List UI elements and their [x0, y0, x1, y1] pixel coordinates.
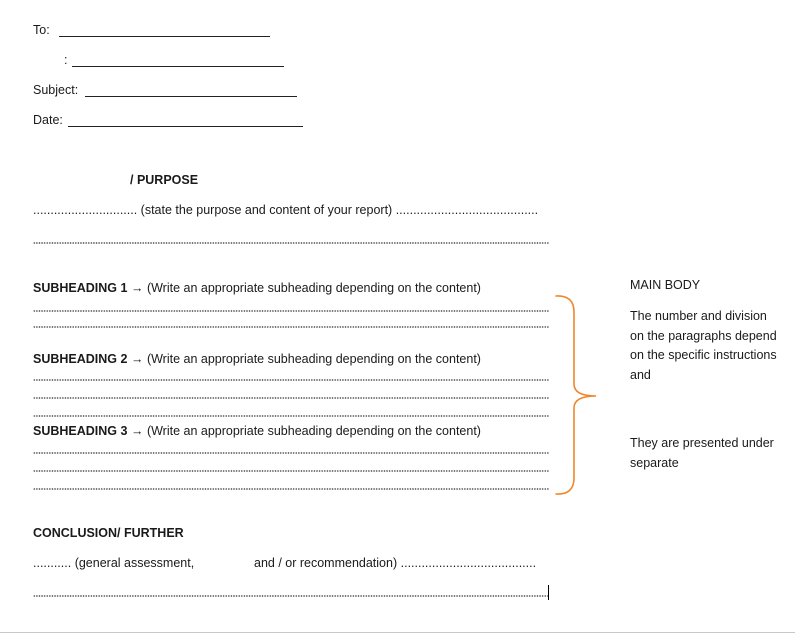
body-dotted-line	[33, 470, 549, 472]
text-cursor	[548, 585, 549, 600]
subheading-3-label: SUBHEADING 3	[33, 424, 128, 438]
subheading-1	[33, 281, 481, 295]
body-dotted-line	[33, 310, 549, 312]
conclusion-line-part-1	[33, 556, 194, 570]
conclusion-heading: CONCLUSION/ FURTHER	[33, 526, 184, 540]
conclusion-line-part-2	[254, 556, 536, 570]
body-dotted-line	[33, 397, 549, 399]
purpose-leader: ..............................	[33, 203, 138, 217]
body-dotted-line	[33, 415, 549, 417]
subheading-3-text: (Write an appropriate subheading depending on the content)	[146, 424, 481, 438]
conclusion-trailer: .......................................	[400, 556, 537, 570]
conclusion-leader: ...........	[33, 556, 72, 570]
subject-field-line[interactable]	[85, 96, 297, 97]
date-field-line[interactable]	[68, 126, 303, 127]
arrow-right-icon: →	[130, 281, 144, 295]
curly-brace-path	[556, 296, 596, 494]
side-note-title: MAIN BODY	[630, 278, 701, 292]
body-dotted-line	[33, 488, 549, 490]
page-bottom-rule	[0, 632, 795, 633]
conclusion-dotted-line	[33, 595, 548, 597]
conclusion-text-b: and / or recommendation)	[254, 556, 398, 570]
to-label: To:	[33, 23, 50, 37]
conclusion-text-a: (general assessment,	[74, 556, 195, 570]
subheading-2-label: SUBHEADING 2	[33, 352, 128, 366]
arrow-right-icon: →	[130, 424, 144, 438]
purpose-heading: / PURPOSE	[130, 173, 199, 187]
purpose-trailer: .........................................	[395, 203, 539, 217]
body-dotted-line	[33, 326, 549, 328]
subheading-3	[33, 424, 481, 438]
body-dotted-line	[33, 379, 549, 381]
subheading-1-label: SUBHEADING 1	[33, 281, 128, 295]
from-label: :	[64, 53, 68, 67]
purpose-dotted-line	[33, 242, 549, 244]
subheading-1-text: (Write an appropriate subheading depending on the content)	[146, 281, 481, 295]
side-note-paragraph-2: They are presented under separate	[630, 436, 774, 470]
body-dotted-line	[33, 452, 549, 454]
purpose-text: (state the purpose and content of your report)	[140, 203, 393, 217]
subject-label: Subject:	[33, 83, 79, 97]
subheading-2	[33, 352, 481, 366]
arrow-right-icon: →	[130, 352, 144, 366]
to-field-line[interactable]	[59, 36, 270, 37]
subheading-2-text: (Write an appropriate subheading depending on the content)	[146, 352, 481, 366]
from-field-line[interactable]	[72, 66, 284, 67]
date-label: Date:	[33, 113, 63, 127]
side-note-paragraph-1: The number and division on the paragraphs depend on the specific instructions and	[630, 309, 777, 382]
purpose-line	[33, 203, 538, 217]
curly-brace-icon	[552, 292, 602, 498]
